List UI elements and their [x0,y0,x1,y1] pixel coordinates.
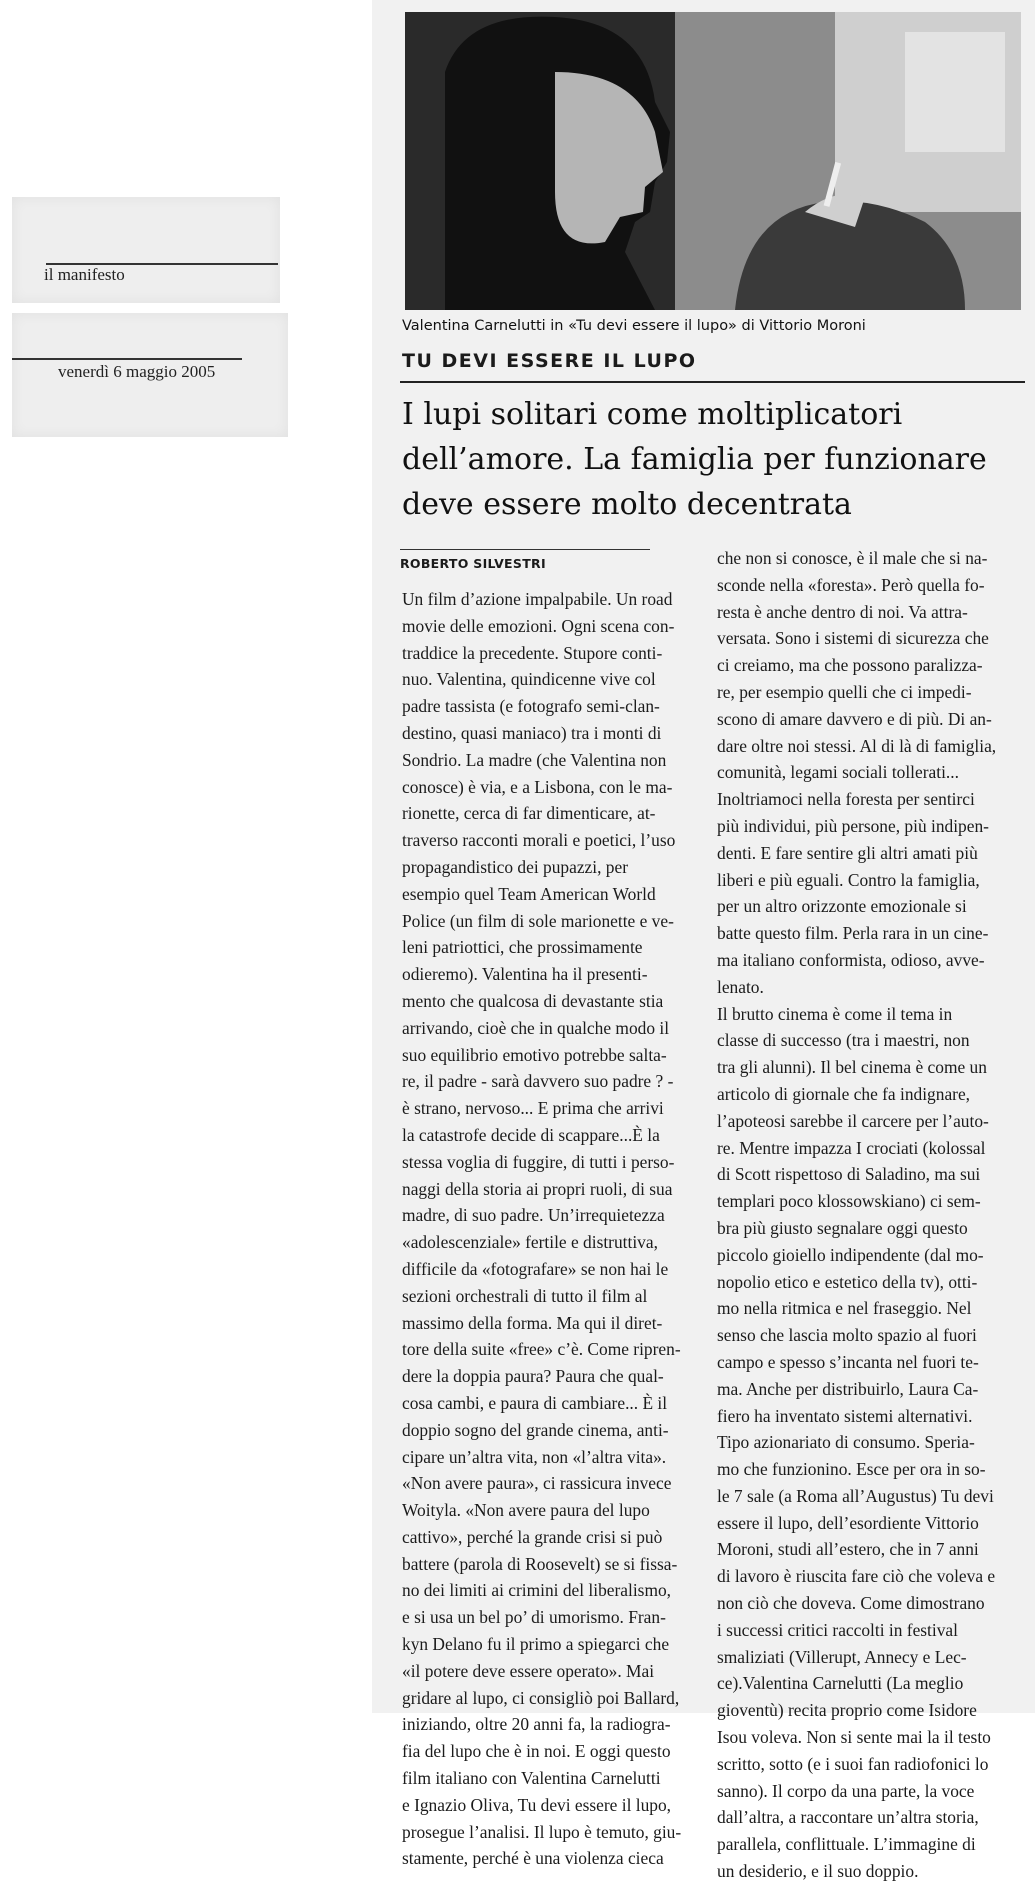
article-text-line: mo che funzionino. Esce per ora in so- [717,1459,986,1480]
article-text-line: liberi e più eguali. Contro la famiglia, [717,869,980,890]
article-text-line: fia del lupo che è in noi. E oggi questo [402,1741,671,1762]
article-text-line: lenato. [717,976,764,997]
article-text-line: sezioni orchestrali di tutto il film al [402,1285,648,1306]
article-text-line: naggi della storia ai propri ruoli, di sua [402,1178,673,1199]
article-text-line: madre, di suo padre. Un’irrequietezza [402,1205,665,1226]
article-text-line: parallela, conflittuale. L’immagine di [717,1834,976,1855]
article-text-line: iniziando, oltre 20 anni fa, la radiogra- [402,1714,671,1735]
kicker-rule [400,381,1025,383]
article-text-line: denti. E fare sentire gli altri amati più [717,842,978,863]
article-text-line: ce).Valentina Carnelutti (La meglio [717,1673,964,1694]
article-text-line: e Ignazio Oliva, Tu devi essere il lupo, [402,1794,672,1815]
article-text-line: campo e spesso s’incanta nel fuori te- [717,1351,979,1372]
article-text-line: battere (parola di Roosevelt) se si fissa- [402,1553,678,1574]
woman-portrait-illustration [405,12,1021,310]
article-text-line: Il brutto cinema è come il tema in [717,1003,953,1024]
article-clipping [372,0,1035,1882]
article-text-line: Un film d’azione impalpabile. Un road [402,589,673,609]
newspaper-name-clipping [12,197,280,303]
article-text-line: smaliziati (Villerupt, Annecy e Lec- [717,1646,967,1667]
article-headline: I lupi solitari come moltiplicatori dell’amore. La famiglia per funzionare deve essere molto decentrata [402,397,987,522]
article-text-line: re, per esempio quelli che ci impedi- [717,681,972,702]
article-text-line: dall’altra, a raccontare un’altra storia, [717,1807,979,1828]
article-text-line: dare oltre noi stessi. Al di là di famiglia, [717,735,997,756]
article-text-line: di lavoro è riuscita fare ciò che voleva e [717,1566,996,1587]
article-text-line: ma. Anche per distribuirlo, Laura Ca- [717,1378,979,1399]
article-text-line: padre tassista (e fotografo semi-clan- [402,696,660,717]
article-text-line: doppio sogno del grande cinema, anti- [402,1419,669,1440]
article-text-line: Isou voleva. Non si sente mai la il testo [717,1727,991,1748]
article-text-line: nopolio etico e estetico della tv), otti- [717,1271,978,1292]
article-text-line: Sondrio. La madre (che Valentina non [402,749,667,770]
article-text-line: e si usa un bel po’ di umorismo. Fran- [402,1607,666,1628]
article-text-line: versata. Sono i sistemi di sicurezza che [717,628,989,649]
article-text-line: Woityla. «Non avere paura del lupo [402,1500,650,1521]
article-text-line: sanno). Il corpo da una parte, la voce [717,1780,975,1801]
article-text-line: traverso racconti morali e poetici, l’uso [402,830,676,851]
newspaper-name: il manifesto [44,265,125,284]
article-text-line: massimo della forma. Ma qui il diret- [402,1312,663,1333]
article-text-line: è strano, nervoso... E prima che arrivi [402,1098,664,1119]
article-text-line: scono di amare davvero e di più. Di an- [717,708,992,729]
article-text-line: «il potere deve essere operato». Mai [402,1660,655,1681]
article-text-line: mo nella ritmica e nel fraseggio. Nel [717,1298,972,1319]
article-text-line: kyn Delano fu il primo a spiegarci che [402,1634,670,1655]
article-text-line: bra più giusto segnalare oggi questo [717,1217,968,1238]
article-text-line: rionette, cerca di far dimenticare, at- [402,803,656,824]
article-text-line: prosegue l’analisi. Il lupo è temuto, giu- [402,1821,682,1842]
article-text-line: destino, quasi maniaco) tra i monti di [402,722,662,743]
article-text-line: movie delle emozioni. Ogni scena con- [402,615,675,636]
article-text-line: ci creiamo, ma che possono paralizza- [717,655,983,676]
photo-caption: Valentina Carnelutti in «Tu devi essere il lupo» di Vittorio Moroni [402,318,866,334]
article-text-line: articolo di giornale che fa indignare, [717,1083,971,1104]
article-text-line: ma italiano conformista, odioso, avve- [717,949,985,970]
article-column-1 [402,586,694,1872]
article-kicker: TU DEVI ESSERE IL LUPO [402,350,697,372]
article-text-line: non ciò che doveva. Come dimostrano [717,1593,985,1614]
article-text-line: Tipo azionariato di consumo. Speria- [717,1432,975,1453]
article-text-line: re. Mentre impazza I crociati (kolossal [717,1137,986,1158]
article-text-line: arrivando, cioè che in qualche modo il [402,1017,670,1038]
article-text-line: la catastrofe decide di scappare...È la [402,1124,660,1145]
article-text-line: leni patriottici, che prossimamente [402,937,643,958]
article-text-line: l’apoteosi sarebbe il carcere per l’auto- [717,1110,989,1131]
article-text-line: Police (un film di sole marionette e ve- [402,910,674,931]
article-text-line: mento che qualcosa di devastante stia [402,990,664,1011]
article-text-line: «adolescenziale» fertile e distruttiva, [402,1232,658,1253]
article-text-line: odieremo). Valentina ha il presenti- [402,964,648,985]
article-text-line: templari poco klossowskiano) ci sem- [717,1191,981,1212]
article-text-line: tra gli alunni). Il bel cinema è come un [717,1057,987,1078]
article-text-line: re, il padre - sarà davvero suo padre ? - [402,1071,674,1092]
article-text-line: più individui, più persone, più indipen- [717,815,989,836]
article-text-line: sconde nella «foresta». Però quella fo- [717,574,985,595]
article-text-line: classe di successo (tra i maestri, non [717,1030,970,1051]
article-text-line: che non si conosce, è il male che si na- [717,548,988,568]
article-text-line: nuo. Valentina, quindicenne vive col [402,669,656,690]
article-text-line: gioventù) recita proprio come Isidore [717,1700,977,1721]
article-text-line: batte questo film. Perla rara in un cine- [717,923,989,944]
article-text-line: cattivo», perché la grande crisi si può [402,1526,663,1547]
article-text-line: di Scott rispettoso di Saladino, ma sui [717,1164,981,1185]
article-text-line: fiero ha inventato sistemi alternativi. [717,1405,973,1426]
article-photo [405,12,1021,310]
date-clipping [12,313,288,437]
byline-rule [400,549,650,550]
article-text-line: Inoltriamoci nella foresta per sentirci [717,789,975,810]
article-text-line: conosce) è via, e a Lisbona, con le ma- [402,776,673,797]
article-text-line: esempio quel Team American World [402,883,656,904]
article-text-line: scritto, sotto (e i suoi fan radiofonici lo [717,1753,989,1774]
article-text-line: Moroni, studi all’estero, che in 7 anni [717,1539,979,1560]
article-text-line: gridare al lupo, ci consigliò poi Ballard, [402,1687,680,1708]
article-text-line: essere il lupo, dell’esordiente Vittorio [717,1512,979,1533]
article-text-line: suo equilibrio emotivo potrebbe salta- [402,1044,667,1065]
article-text-line: un desiderio, e il suo doppio. [717,1861,919,1882]
article-text-line: cipare un’altra vita, non «l’altra vita». [402,1446,667,1467]
article-text-line: stamente, perché è una violenza cieca [402,1848,664,1869]
article-text-line: piccolo gioiello indipendente (dal mo- [717,1244,984,1265]
article-text-line: per un altro orizzonte emozionale si [717,896,967,917]
article-text-line: film italiano con Valentina Carnelutti [402,1768,661,1789]
clipping-rule [12,358,242,360]
article-text-line: dere la doppia paura? Paura che qual- [402,1366,664,1387]
article-text-line: «Non avere paura», ci rassicura invece [402,1473,672,1494]
article-text-line: no dei limiti ai crimini del liberalismo, [402,1580,672,1601]
article-text-line: le 7 sale (a Roma all’Augustus) Tu devi [717,1485,994,1506]
article-text-line: propagandistico dei pupazzi, per [402,856,628,877]
article-text-line: difficile da «fotografare» se non hai le [402,1258,669,1279]
article-text-line: comunità, legami sociali tollerati... [717,762,959,783]
article-text-line: resta è anche dentro di noi. Va attra- [717,601,968,622]
article-text-line: traddice la precedente. Stupore conti- [402,642,663,663]
article-text-line: tore della suite «free» c’è. Come ripren- [402,1339,681,1360]
article-text-line: cosa cambi, e paura di cambiare... È il [402,1392,668,1413]
article-text-line: senso che lascia molto spazio al fuori [717,1325,977,1346]
publication-date: venerdì 6 maggio 2005 [58,362,216,381]
article-column-2 [717,545,1019,1885]
article-text-line: stessa voglia di fuggire, di tutti i perso- [402,1151,675,1172]
article-byline: ROBERTO SILVESTRI [400,556,546,571]
article-text-line: i successi critici raccolti in festival [717,1619,958,1640]
